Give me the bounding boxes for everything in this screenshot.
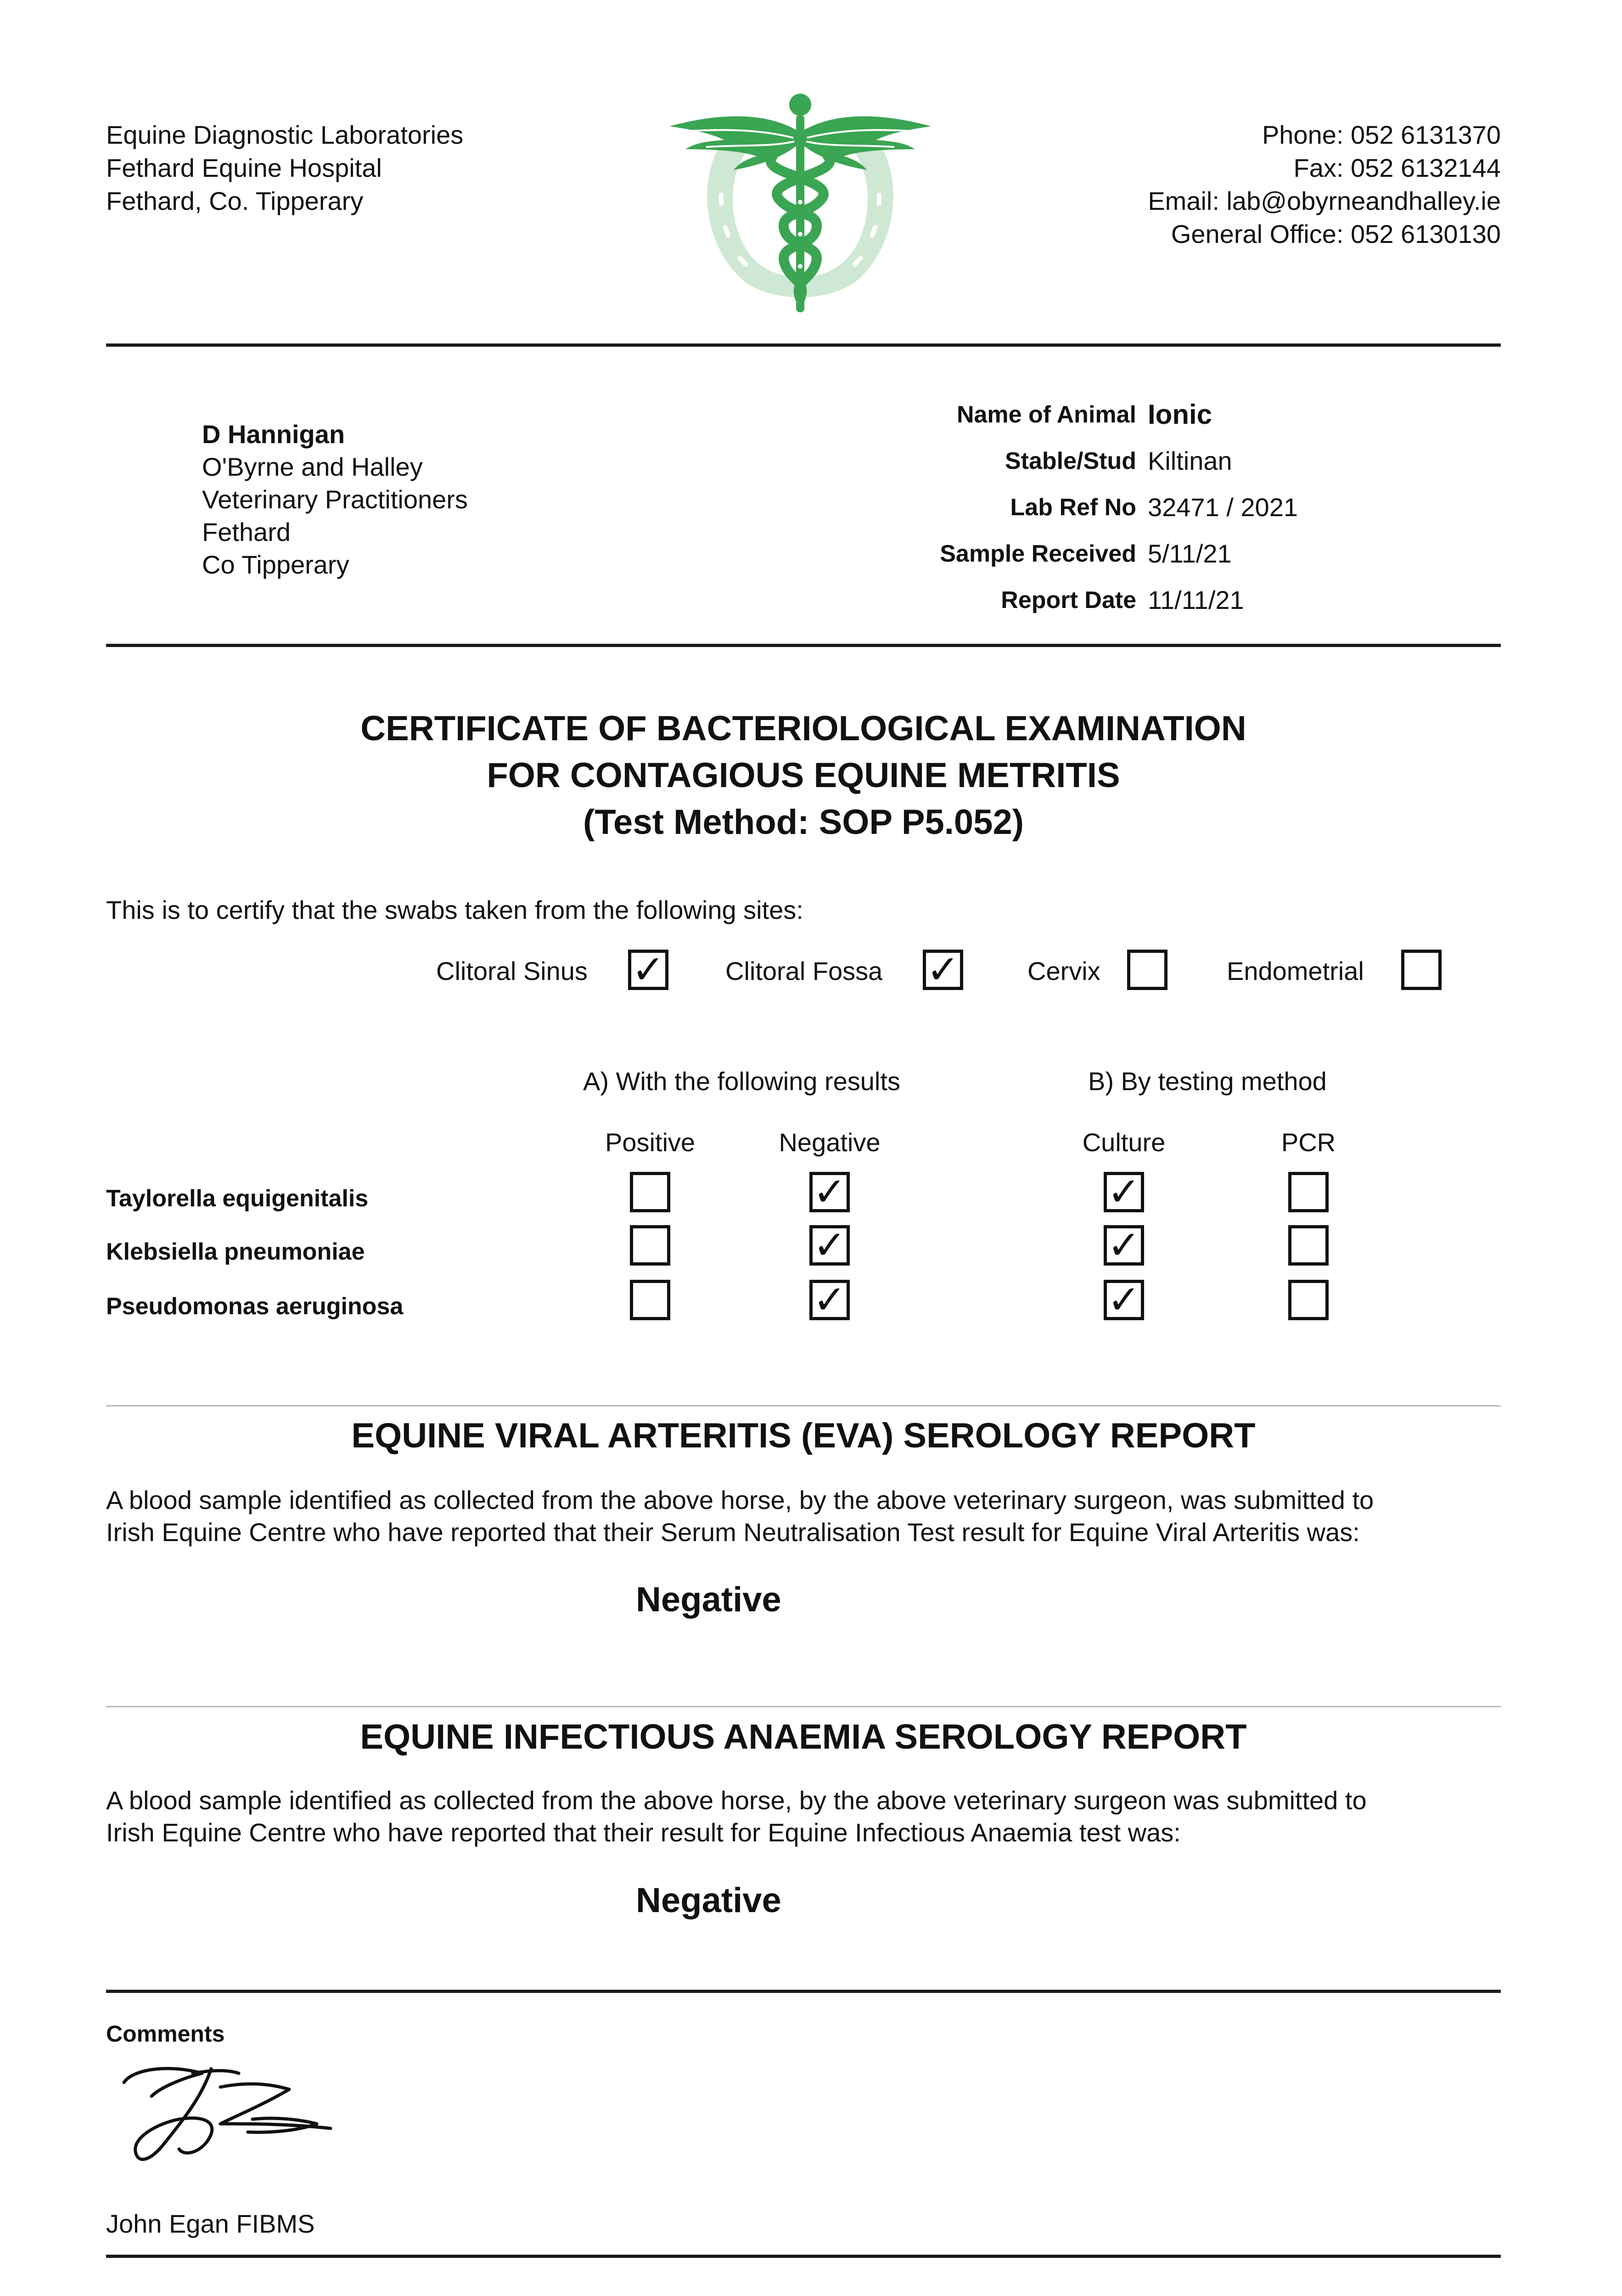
- checkbox-pcr[interactable]: [1288, 1280, 1329, 1320]
- lab-address: [106, 118, 463, 218]
- animal-name: Ionic: [1148, 399, 1212, 430]
- eva-description: [106, 1484, 1374, 1548]
- general-office: General Office: 052 6130130: [1171, 219, 1501, 248]
- checkbox-negative[interactable]: ✓: [809, 1280, 850, 1320]
- eia-description: [106, 1784, 1367, 1849]
- column-negative: Negative: [779, 1128, 881, 1157]
- organism-name: Pseudomonas aeruginosa: [106, 1293, 404, 1320]
- report-date: 11/11/21: [1148, 585, 1244, 614]
- checkbox-positive[interactable]: [630, 1280, 670, 1320]
- eia-text-line: A blood sample identified as collected from the above horse, by the above veterinary surgeon was submitted to: [106, 1786, 1367, 1815]
- signer-name: John Egan FIBMS: [106, 2209, 315, 2238]
- checkbox-culture[interactable]: ✓: [1104, 1172, 1144, 1212]
- info-label: Report Date: [1001, 586, 1136, 613]
- divider: [106, 2255, 1501, 2258]
- checkbox-clitoral-sinus[interactable]: ✓: [628, 950, 668, 990]
- title-line: CERTIFICATE OF BACTERIOLOGICAL EXAMINATION: [360, 709, 1246, 748]
- site-label-clitoral-fossa: Clitoral Fossa: [725, 957, 883, 985]
- divider: [106, 1990, 1501, 1993]
- certify-intro: This is to certify that the swabs taken from the following sites:: [106, 895, 803, 924]
- info-label: Sample Received: [940, 540, 1136, 567]
- divider: [106, 1706, 1501, 1707]
- phone: Phone: 052 6131370: [1262, 120, 1501, 149]
- method-heading: B) By testing method: [1088, 1067, 1327, 1096]
- lab-address-line: Fethard Equine Hospital: [106, 153, 382, 182]
- caduceus-horseshoe-icon: [665, 87, 936, 317]
- checkbox-culture[interactable]: ✓: [1104, 1280, 1144, 1320]
- info-label: Stable/Stud: [1005, 447, 1136, 474]
- lab-address-line: Equine Diagnostic Laboratories: [106, 120, 464, 149]
- animal-info: [780, 391, 1377, 623]
- handwritten-signature: [115, 2055, 344, 2174]
- title-line: FOR CONTAGIOUS EQUINE METRITIS: [487, 756, 1120, 795]
- client-name: D Hannigan: [202, 420, 345, 449]
- divider: [106, 343, 1501, 347]
- lab-ref-no: 32471 / 2021: [1148, 493, 1298, 522]
- checkbox-positive[interactable]: [630, 1172, 670, 1212]
- info-label: Lab Ref No: [1010, 494, 1136, 521]
- eia-result: Negative: [636, 1881, 781, 1920]
- column-positive: Positive: [605, 1128, 696, 1157]
- results-heading: A) With the following results: [583, 1067, 900, 1096]
- fax: Fax: 052 6132144: [1293, 153, 1501, 182]
- checkbox-negative[interactable]: ✓: [809, 1172, 850, 1212]
- info-row: [780, 438, 1377, 484]
- checkbox-negative[interactable]: ✓: [809, 1225, 850, 1266]
- column-pcr: PCR: [1281, 1128, 1336, 1157]
- client-line: Fethard: [202, 518, 291, 546]
- site-label-clitoral-sinus: Clitoral Sinus: [436, 957, 588, 985]
- checkbox-cervix[interactable]: [1127, 950, 1167, 990]
- lab-address-line: Fethard, Co. Tipperary: [106, 186, 364, 215]
- divider: [106, 644, 1501, 647]
- organism-name: Taylorella equigenitalis: [106, 1185, 369, 1212]
- info-row: [780, 577, 1377, 623]
- eia-title: EQUINE INFECTIOUS ANAEMIA SEROLOGY REPORT: [360, 1717, 1247, 1756]
- client-address: [202, 418, 468, 581]
- comments-label: Comments: [106, 2021, 225, 2047]
- eva-text-line: Irish Equine Centre who have reported that their Serum Neutralisation Test result for Equine Viral Arteritis was:: [106, 1518, 1360, 1547]
- checkbox-pcr[interactable]: [1288, 1172, 1329, 1212]
- client-line: O'Byrne and Halley: [202, 452, 423, 481]
- info-row: [780, 391, 1377, 438]
- checkbox-pcr[interactable]: [1288, 1225, 1329, 1266]
- eia-text-line: Irish Equine Centre who have reported that their result for Equine Infectious Anaemia test was:: [106, 1818, 1181, 1847]
- client-line: Co Tipperary: [202, 550, 349, 579]
- site-label-endometrial: Endometrial: [1227, 957, 1364, 985]
- title-line: (Test Method: SOP P5.052): [583, 803, 1024, 842]
- eva-text-line: A blood sample identified as collected from the above horse, by the above veterinary surgeon, was submitted to: [106, 1486, 1374, 1514]
- site-label-cervix: Cervix: [1027, 957, 1100, 985]
- organism-name: Klebsiella pneumoniae: [106, 1238, 365, 1265]
- column-culture: Culture: [1082, 1128, 1166, 1157]
- checkbox-endometrial[interactable]: [1401, 950, 1442, 990]
- lab-contact: [1148, 118, 1501, 251]
- info-row: [780, 484, 1377, 530]
- client-line: Veterinary Practitioners: [202, 485, 468, 514]
- checkbox-positive[interactable]: [630, 1225, 670, 1266]
- divider: [106, 1405, 1501, 1407]
- eva-result: Negative: [636, 1580, 781, 1619]
- eva-title: EQUINE VIRAL ARTERITIS (EVA) SEROLOGY REPORT: [351, 1416, 1256, 1455]
- info-row: [780, 530, 1377, 577]
- certificate-title: [106, 705, 1501, 846]
- info-label: Name of Animal: [956, 401, 1136, 428]
- stable-stud: Kiltinan: [1148, 446, 1232, 475]
- checkbox-clitoral-fossa[interactable]: ✓: [923, 950, 963, 990]
- checkbox-culture[interactable]: ✓: [1104, 1225, 1144, 1266]
- sample-received: 5/11/21: [1148, 539, 1232, 568]
- email: Email: lab@obyrneandhalley.ie: [1148, 186, 1501, 215]
